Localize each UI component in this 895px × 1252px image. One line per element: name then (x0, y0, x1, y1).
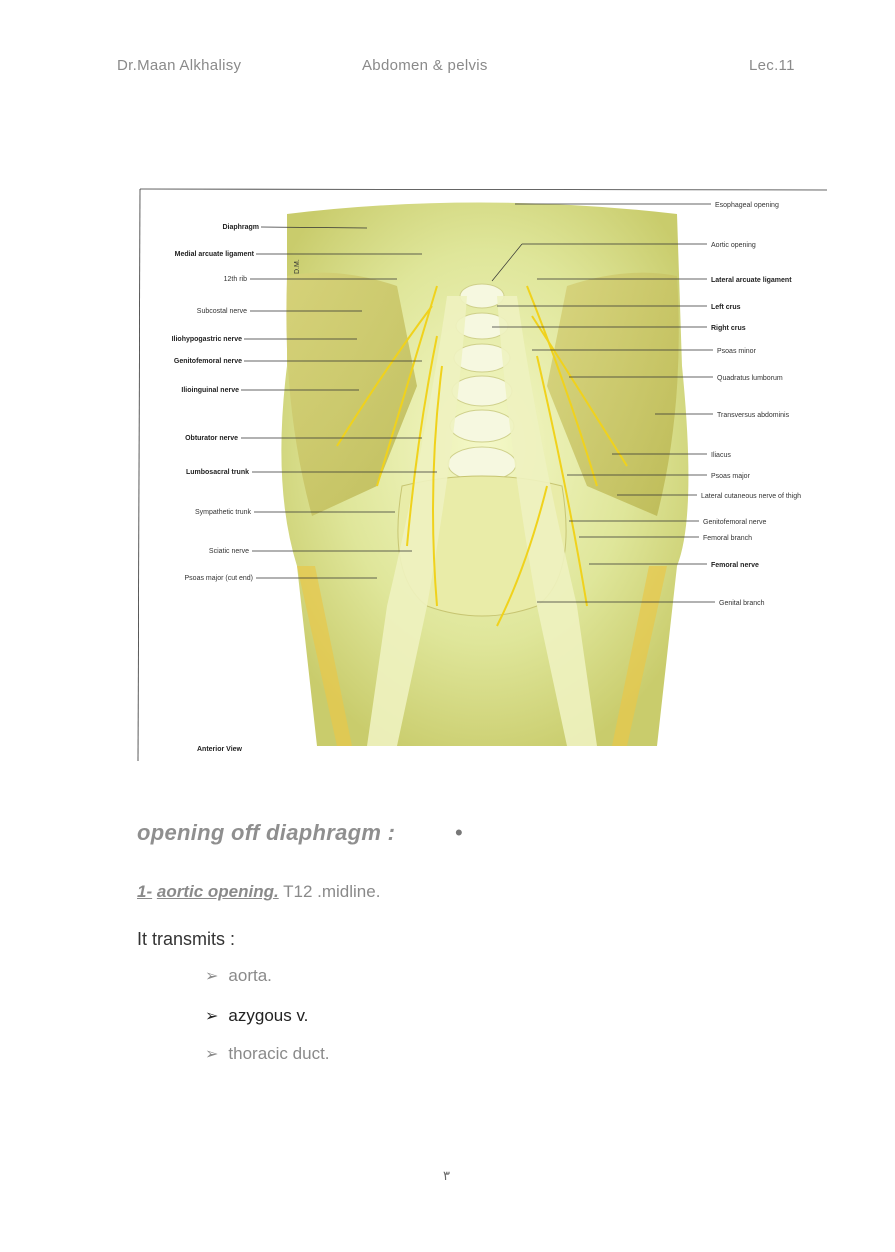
label-iliacus: Iliacus (711, 452, 731, 459)
list-item-text: thoracic duct. (228, 1044, 330, 1063)
frame-top-line (140, 189, 827, 190)
list-item (205, 1006, 308, 1026)
label-ilioinguinal-nerve: Ilioinguinal nerve (181, 387, 239, 394)
subsection-number: 1- (137, 882, 153, 901)
label-left-crus: Left crus (711, 304, 741, 311)
list-item (205, 1044, 330, 1064)
subsection-title: aortic opening. (156, 882, 279, 901)
frame-left-line (138, 189, 140, 761)
label-sympathetic-trunk: Sympathetic trunk (194, 509, 251, 516)
label-esophageal-opening: Esophageal opening (715, 202, 779, 209)
label-femoral-branch: Femoral branch (703, 535, 753, 542)
arrow-bullet-icon: ➢ (205, 968, 219, 985)
label-genitofemoral-nerve-right: Genitofemoral nerve (703, 519, 767, 526)
label-iliohypogastric-nerve: Iliohypogastric nerve (171, 336, 242, 343)
transmits-label: It transmits : (137, 929, 236, 949)
label-lateral-arcuate-ligament: Lateral arcuate ligament (711, 277, 792, 284)
label-psoas-major: Psoas major (711, 473, 750, 480)
page-number: ٣ (443, 1168, 450, 1183)
label-diaphragm: Diaphragm (222, 224, 259, 231)
label-aortic-opening: Aortic opening (711, 242, 756, 249)
label-lumbosacral-trunk: Lumbosacral trunk (185, 469, 249, 476)
header-lecture: Lec.11 (749, 57, 795, 74)
label-right-crus: Right crus (711, 325, 746, 332)
label-12th-rib: 12th rib (223, 276, 247, 283)
list-item (205, 966, 272, 986)
artist-signature: D.M. (294, 259, 301, 274)
label-transversus-abdominis: Transversus abdominis (717, 412, 790, 419)
subsection-line (137, 882, 380, 902)
label-medial-arcuate-ligament: Medial arcuate ligament (174, 251, 254, 258)
label-genital-branch: Genital branch (719, 600, 765, 607)
anatomy-figure (137, 186, 827, 762)
label-subcostal-nerve: Subcostal nerve (196, 308, 247, 315)
arrow-bullet-icon: ➢ (205, 1008, 219, 1025)
heading-bullet: • (455, 820, 463, 845)
label-psoas-minor: Psoas minor (717, 348, 756, 355)
header-subject: Abdomen & pelvis (362, 57, 488, 74)
header-author: Dr.Maan Alkhalisy (117, 57, 242, 74)
label-psoas-major-cut-end: Psoas major (cut end) (184, 575, 253, 582)
posterior-abdominal-wall-illustration (137, 186, 827, 762)
figure-caption: Anterior View (197, 746, 242, 753)
list-item-text: aorta. (228, 966, 272, 985)
arrow-bullet-icon: ➢ (205, 1046, 219, 1063)
label-lateral-cutaneous-nerve-of-thigh: Lateral cutaneous nerve of thigh (701, 493, 802, 500)
list-item-text: azygous v. (228, 1006, 309, 1025)
label-genitofemoral-nerve-left: Genitofemoral nerve (173, 358, 242, 365)
label-obturator-nerve: Obturator nerve (185, 435, 238, 442)
subsection-detail: T12 .midline. (278, 882, 381, 901)
label-quadratus-lumborum: Quadratus lumborum (717, 375, 783, 382)
label-sciatic-nerve: Sciatic nerve (208, 548, 249, 555)
section-heading: opening off diaphragm : (137, 820, 396, 845)
label-femoral-nerve: Femoral nerve (711, 562, 759, 569)
